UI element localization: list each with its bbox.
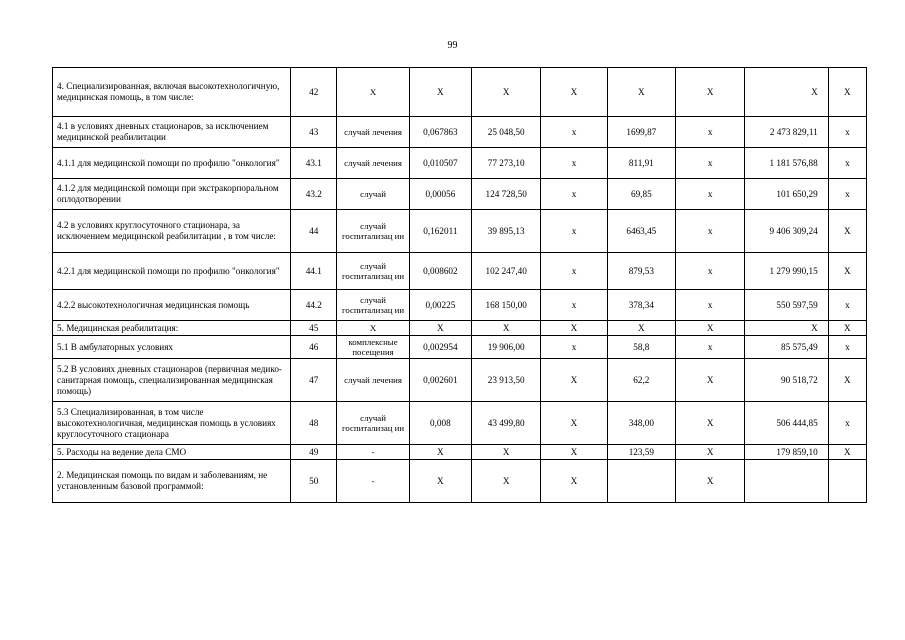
value-col9-cell: Х xyxy=(745,321,828,336)
unit-cell: случай госпитализац ии xyxy=(337,210,409,253)
row-name-cell: 4.1.1 для медицинской помощи по профилю "онкология" xyxy=(53,148,291,179)
value-col6-cell: х xyxy=(541,336,607,359)
volume-norm-cell: Х xyxy=(409,68,471,117)
row-name-cell: 4.1 в условиях дневных стационаров, за исключением медицинской реабилитации xyxy=(53,117,291,148)
cost-norm-cell: 23 913,50 xyxy=(472,359,541,402)
row-name-cell: 5.3 Специализированная, в том числе высокотехнологичная, медицинская помощь в условиях круглосуточного стационара xyxy=(53,402,291,445)
unit-cell: случай лечения xyxy=(337,148,409,179)
volume-norm-cell: Х xyxy=(409,460,471,503)
value-col9-cell: 2 473 829,11 xyxy=(745,117,828,148)
volume-norm-cell: 0,00225 xyxy=(409,290,471,321)
value-col7-cell: 1699,87 xyxy=(607,117,675,148)
value-col6-cell: х xyxy=(541,117,607,148)
financing-table xyxy=(52,67,867,503)
cost-norm-cell: 39 895,13 xyxy=(472,210,541,253)
volume-norm-cell: 0,002601 xyxy=(409,359,471,402)
value-col7-cell: 123,59 xyxy=(607,445,675,460)
table-row xyxy=(53,290,867,321)
value-col7-cell: Х xyxy=(607,68,675,117)
value-col8-cell: х xyxy=(675,148,744,179)
value-col8-cell: х xyxy=(675,253,744,290)
value-col7-cell: 62,2 xyxy=(607,359,675,402)
value-col9-cell xyxy=(745,460,828,503)
value-col9-cell: Х xyxy=(745,68,828,117)
value-col8-cell: х xyxy=(675,290,744,321)
value-col9-cell: 101 650,29 xyxy=(745,179,828,210)
value-col10-cell: х xyxy=(828,148,866,179)
row-code-cell: 49 xyxy=(291,445,337,460)
row-code-cell: 47 xyxy=(291,359,337,402)
table-row xyxy=(53,359,867,402)
value-col8-cell: Х xyxy=(675,460,744,503)
unit-cell: случай лечения xyxy=(337,117,409,148)
value-col7-cell: 879,53 xyxy=(607,253,675,290)
row-code-cell: 50 xyxy=(291,460,337,503)
value-col6-cell: х xyxy=(541,210,607,253)
value-col6-cell: х xyxy=(541,179,607,210)
unit-cell: случай лечения xyxy=(337,359,409,402)
value-col6-cell: Х xyxy=(541,402,607,445)
value-col6-cell: Х xyxy=(541,321,607,336)
cost-norm-cell: Х xyxy=(472,321,541,336)
row-name-cell: 4.1.2 для медицинской помощи при экстракорпоральном оплодотворении xyxy=(53,179,291,210)
value-col8-cell: х xyxy=(675,210,744,253)
value-col10-cell: Х xyxy=(828,68,866,117)
table-row xyxy=(53,321,867,336)
value-col8-cell: Х xyxy=(675,402,744,445)
cost-norm-cell: 102 247,40 xyxy=(472,253,541,290)
value-col10-cell xyxy=(828,460,866,503)
row-name-cell: 4.2.1 для медицинской помощи по профилю "онкология" xyxy=(53,253,291,290)
value-col9-cell: 179 859,10 xyxy=(745,445,828,460)
value-col6-cell: Х xyxy=(541,68,607,117)
row-name-cell: 5.2 В условиях дневных стационаров (первичная медико-санитарная помощь, специализированная медицинская помощь) xyxy=(53,359,291,402)
volume-norm-cell: 0,008602 xyxy=(409,253,471,290)
value-col10-cell: х xyxy=(828,402,866,445)
value-col9-cell: 90 518,72 xyxy=(745,359,828,402)
volume-norm-cell: Х xyxy=(409,321,471,336)
value-col9-cell: 550 597,59 xyxy=(745,290,828,321)
row-code-cell: 45 xyxy=(291,321,337,336)
row-code-cell: 46 xyxy=(291,336,337,359)
table-row xyxy=(53,253,867,290)
table-row xyxy=(53,402,867,445)
unit-cell: Х xyxy=(337,321,409,336)
cost-norm-cell: 124 728,50 xyxy=(472,179,541,210)
unit-cell: случай госпитализац ии xyxy=(337,253,409,290)
volume-norm-cell: 0,00056 xyxy=(409,179,471,210)
value-col10-cell: х xyxy=(828,336,866,359)
value-col7-cell: 811,91 xyxy=(607,148,675,179)
row-name-cell: 4.2 в условиях круглосуточного стационара, за исключением медицинской реабилитации , в том числе: xyxy=(53,210,291,253)
value-col10-cell: Х xyxy=(828,445,866,460)
value-col9-cell: 1 279 990,15 xyxy=(745,253,828,290)
value-col6-cell: х xyxy=(541,253,607,290)
value-col6-cell: х xyxy=(541,290,607,321)
row-name-cell: 2. Медицинская помощь по видам и заболеваниям, не установленным базовой программой: xyxy=(53,460,291,503)
value-col10-cell: Х xyxy=(828,359,866,402)
value-col10-cell: х xyxy=(828,290,866,321)
cost-norm-cell: Х xyxy=(472,68,541,117)
value-col7-cell: 69,85 xyxy=(607,179,675,210)
row-name-cell: 5.1 В амбулаторных условиях xyxy=(53,336,291,359)
value-col10-cell: Х xyxy=(828,253,866,290)
value-col7-cell: 378,34 xyxy=(607,290,675,321)
value-col8-cell: х xyxy=(675,117,744,148)
value-col9-cell: 9 406 309,24 xyxy=(745,210,828,253)
row-name-cell: 4.2.2 высокотехнологичная медицинская помощь xyxy=(53,290,291,321)
unit-cell: случай госпитализац ии xyxy=(337,290,409,321)
value-col9-cell: 85 575,49 xyxy=(745,336,828,359)
table-row xyxy=(53,336,867,359)
row-code-cell: 48 xyxy=(291,402,337,445)
value-col8-cell: Х xyxy=(675,321,744,336)
row-code-cell: 43.1 xyxy=(291,148,337,179)
value-col6-cell: х xyxy=(541,148,607,179)
value-col8-cell: Х xyxy=(675,359,744,402)
value-col8-cell: х xyxy=(675,179,744,210)
unit-cell: Х xyxy=(337,68,409,117)
volume-norm-cell: 0,002954 xyxy=(409,336,471,359)
cost-norm-cell: Х xyxy=(472,445,541,460)
row-name-cell: 4. Специализированная, включая высокотехнологичную, медицинская помощь, в том числе: xyxy=(53,68,291,117)
value-col10-cell: Х xyxy=(828,321,866,336)
table-row xyxy=(53,148,867,179)
cost-norm-cell: 77 273,10 xyxy=(472,148,541,179)
row-name-cell: 5. Расходы на ведение дела СМО xyxy=(53,445,291,460)
unit-cell: случай госпитализац ии xyxy=(337,402,409,445)
volume-norm-cell: 0,008 xyxy=(409,402,471,445)
cost-norm-cell: 19 906,00 xyxy=(472,336,541,359)
value-col10-cell: х xyxy=(828,179,866,210)
value-col9-cell: 1 181 576,88 xyxy=(745,148,828,179)
volume-norm-cell: 0,162011 xyxy=(409,210,471,253)
row-name-cell: 5. Медицинская реабилитация: xyxy=(53,321,291,336)
unit-cell: - xyxy=(337,460,409,503)
cost-norm-cell: 168 150,00 xyxy=(472,290,541,321)
value-col8-cell: х xyxy=(675,336,744,359)
value-col7-cell: 348,00 xyxy=(607,402,675,445)
volume-norm-cell: Х xyxy=(409,445,471,460)
table-row xyxy=(53,117,867,148)
value-col7-cell xyxy=(607,460,675,503)
value-col6-cell: Х xyxy=(541,460,607,503)
value-col8-cell: Х xyxy=(675,445,744,460)
cost-norm-cell: Х xyxy=(472,460,541,503)
page-number: 99 xyxy=(447,40,458,51)
row-code-cell: 42 xyxy=(291,68,337,117)
value-col6-cell: Х xyxy=(541,359,607,402)
value-col10-cell: х xyxy=(828,117,866,148)
volume-norm-cell: 0,010507 xyxy=(409,148,471,179)
cost-norm-cell: 43 499,80 xyxy=(472,402,541,445)
volume-norm-cell: 0,067863 xyxy=(409,117,471,148)
value-col7-cell: 58,8 xyxy=(607,336,675,359)
unit-cell: - xyxy=(337,445,409,460)
table-row xyxy=(53,210,867,253)
row-code-cell: 44 xyxy=(291,210,337,253)
row-code-cell: 43 xyxy=(291,117,337,148)
cost-norm-cell: 25 048,50 xyxy=(472,117,541,148)
table-row xyxy=(53,445,867,460)
row-code-cell: 44.2 xyxy=(291,290,337,321)
unit-cell: случай xyxy=(337,179,409,210)
unit-cell: комплексные посещения xyxy=(337,336,409,359)
table-row xyxy=(53,460,867,503)
value-col6-cell: Х xyxy=(541,445,607,460)
value-col10-cell: Х xyxy=(828,210,866,253)
table-row xyxy=(53,68,867,117)
value-col7-cell: 6463,45 xyxy=(607,210,675,253)
row-code-cell: 43.2 xyxy=(291,179,337,210)
table-row xyxy=(53,179,867,210)
row-code-cell: 44.1 xyxy=(291,253,337,290)
value-col9-cell: 506 444,85 xyxy=(745,402,828,445)
value-col8-cell: Х xyxy=(675,68,744,117)
value-col7-cell: Х xyxy=(607,321,675,336)
